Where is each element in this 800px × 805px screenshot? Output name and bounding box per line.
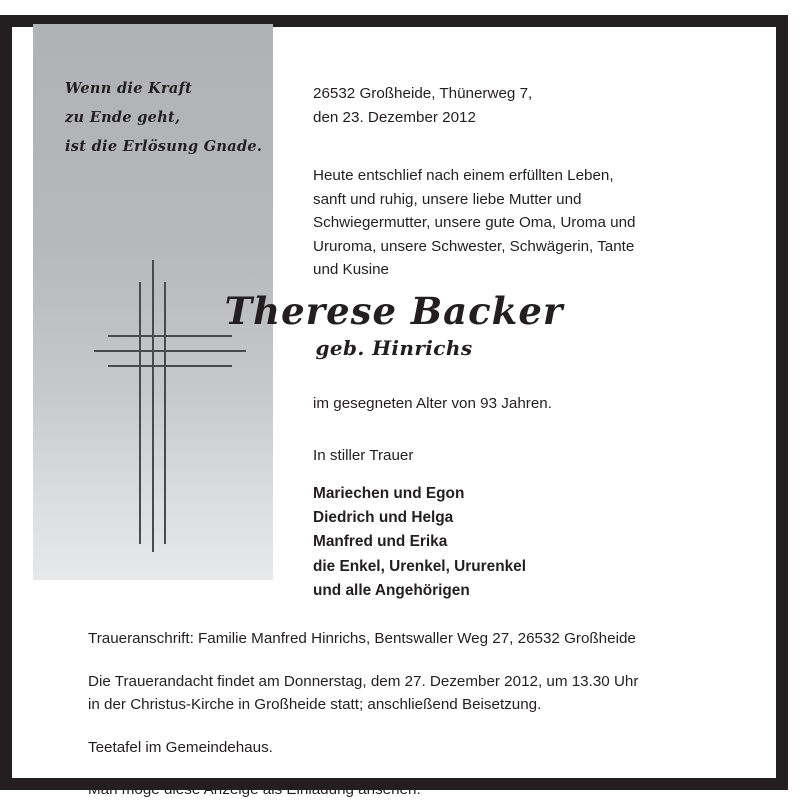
mourner-line: Diedrich und Helga xyxy=(313,509,454,527)
condolence-address: Traueranschrift: Familie Manfred Hinrichs, Bentswaller Weg 27, 26532 Großheide xyxy=(88,630,636,647)
announcement-line-5: und Kusine xyxy=(313,261,389,278)
footer-details xyxy=(88,627,748,802)
mourner-line: Mariechen und Egon xyxy=(313,485,465,502)
announcement-line-1: Heute entschlief nach einem erfüllten Leben, xyxy=(313,167,614,184)
epigraph-line-3: ist die Erlösung Gnade. xyxy=(65,138,263,155)
cross-horizontal-lower xyxy=(108,365,232,367)
deceased-maiden-name: geb. Hinrichs xyxy=(315,336,473,360)
service-details xyxy=(88,670,748,717)
announcement-line-4: Ururoma, unsere Schwester, Schwägerin, Tante xyxy=(313,237,635,255)
epigraph-line-2: zu Ende geht, xyxy=(65,109,181,126)
deceased-name-block xyxy=(12,289,776,362)
mourner-line: und alle Angehörigen xyxy=(313,581,470,599)
invitation-note: Man möge diese Anzeige als Einladung ansehen. xyxy=(88,781,421,798)
epigraph-line-1: Wenn die Kraft xyxy=(65,80,193,97)
service-line-2: in der Christus-Kirche in Großheide statt; anschließend Beisetzung. xyxy=(88,696,542,713)
announcement-line-3: Schwiegermutter, unsere gute Oma, Uroma und xyxy=(313,214,636,231)
mourning-label: In stiller Trauer xyxy=(313,447,414,464)
epigraph-verse xyxy=(65,74,280,161)
notice-canvas xyxy=(12,27,776,798)
announcement-line-2: sanft und ruhig, unsere liebe Mutter und xyxy=(313,190,582,208)
deceased-name: Therese Backer xyxy=(224,289,564,333)
announcement-paragraph xyxy=(313,164,738,282)
address-date-block xyxy=(313,82,733,129)
mourner-line: die Enkel, Urenkel, Ururenkel xyxy=(313,557,526,575)
address-line: 26532 Großheide, Thünerweg 7, xyxy=(313,85,533,102)
mourner-line: Manfred und Erika xyxy=(313,533,448,551)
date-line: den 23. Dezember 2012 xyxy=(313,108,476,126)
mourners-list xyxy=(313,482,526,603)
reception-note: Teetafel im Gemeindehaus. xyxy=(88,738,273,756)
service-line-1: Die Trauerandacht findet am Donnerstag, dem 27. Dezember 2012, um 13.30 Uhr xyxy=(88,672,639,690)
age-line: im gesegneten Alter von 93 Jahren. xyxy=(313,395,552,412)
obituary-notice xyxy=(0,15,788,798)
